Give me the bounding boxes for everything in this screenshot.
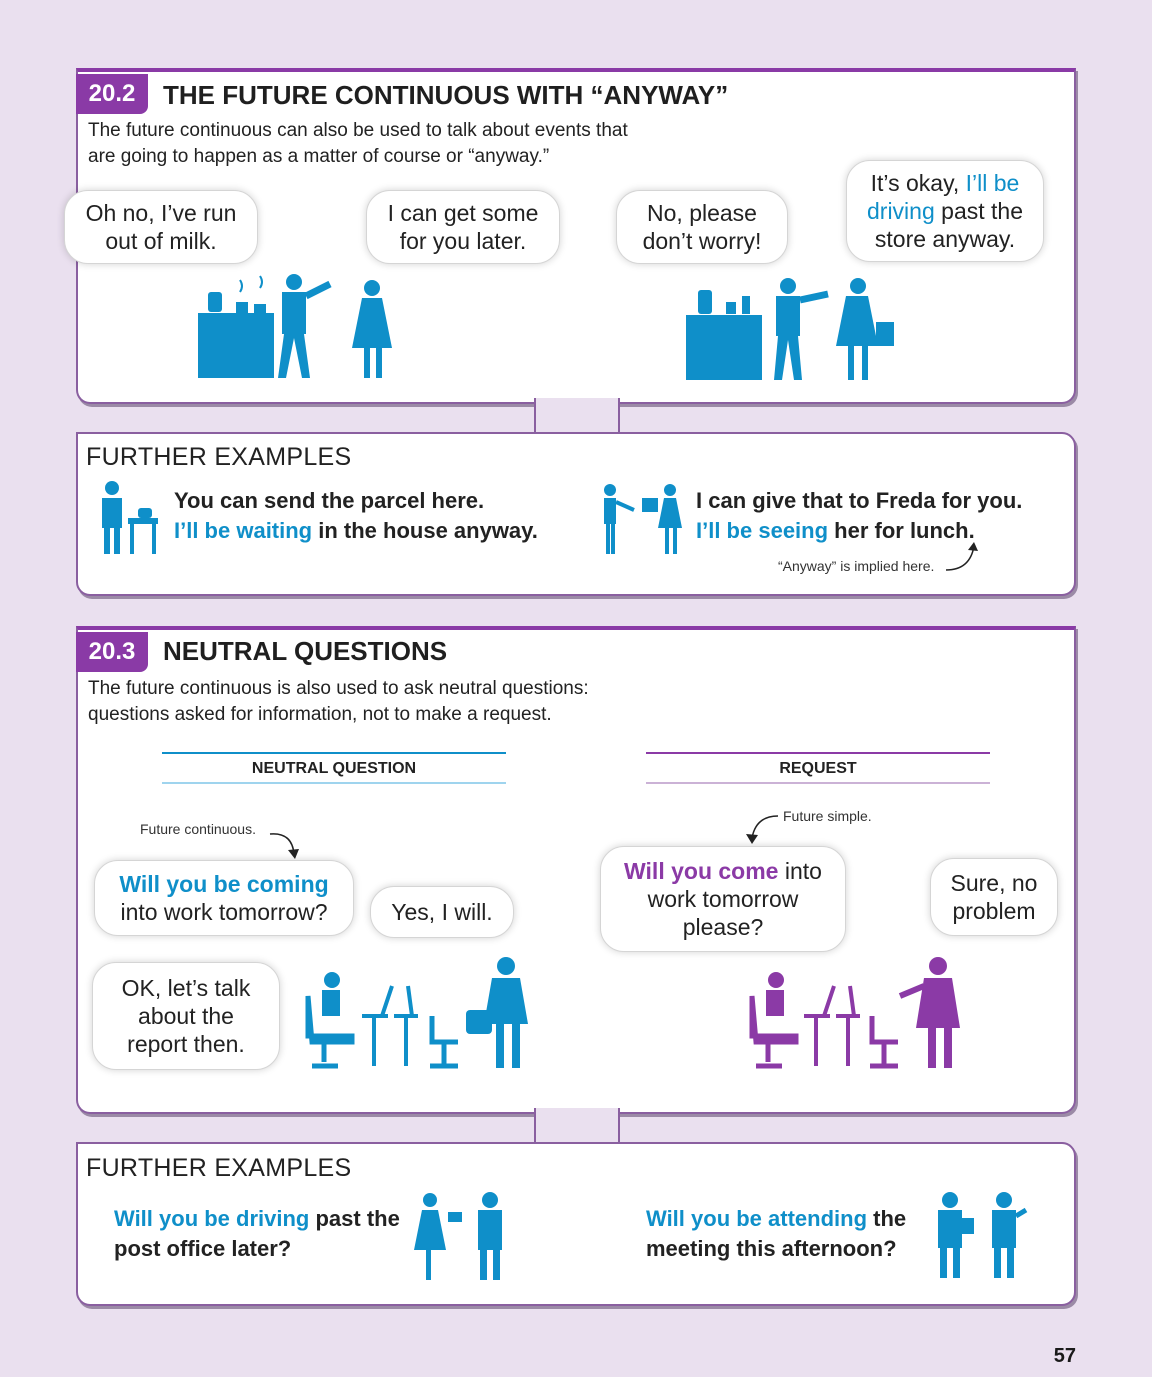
- neutral-question-heading: NEUTRAL QUESTION: [251, 760, 417, 777]
- example-send-parcel: You can send the parcel here. I’ll be waiting in the house anyway.: [174, 488, 538, 543]
- kitchen-scene-illustration-left: [196, 268, 396, 383]
- page-number: 57: [1053, 1345, 1076, 1367]
- neutral-column-rule-bottom: [162, 782, 506, 784]
- note-future-simple: Future simple.: [783, 808, 872, 824]
- curved-arrow-icon: [944, 540, 980, 574]
- curved-arrow-icon: [268, 828, 302, 862]
- speech-bubble-yes-i-will: Yes, I will.: [370, 886, 514, 938]
- speech-bubble-driving-anyway: It’s okay, I’ll be driving past the store anyway.: [846, 160, 1044, 262]
- speech-bubble-out-of-milk: Oh no, I’ve run out of milk.: [64, 190, 258, 264]
- section-title: THE FUTURE CONTINUOUS WITH “ANYWAY”: [163, 80, 729, 110]
- request-heading: REQUEST: [779, 760, 857, 777]
- note-future-continuous: Future continuous.: [140, 821, 256, 837]
- panel-connector: [534, 1108, 620, 1142]
- office-scene-illustration-request: [746, 956, 968, 1074]
- speech-bubble-sure-no-problem: Sure, no problem: [930, 858, 1058, 936]
- speech-bubble-get-some: I can get some for you later.: [366, 190, 560, 264]
- section-title: NEUTRAL QUESTIONS: [163, 636, 448, 666]
- neutral-column-rule-top: [162, 752, 506, 754]
- people-handing-item-icon: [602, 484, 686, 556]
- request-column-rule-top: [646, 752, 990, 754]
- section-number: 20.2: [76, 74, 148, 114]
- curved-arrow-icon: [744, 812, 780, 848]
- speech-bubble-talk-about-report: OK, let’s talk about the report then.: [92, 962, 280, 1070]
- example-give-to-freda: I can give that to Freda for you. I’ll be seeing her for lunch.: [696, 488, 1023, 543]
- further-examples-title: FURTHER EXAMPLES: [86, 1154, 352, 1182]
- section-intro: The future continuous is also used to ask neutral questions: questions asked for information, not to make a request.: [88, 678, 589, 725]
- example-driving-past-post-office: Will you be driving past the post office later?: [114, 1206, 400, 1261]
- speech-bubble-dont-worry: No, please don’t worry!: [616, 190, 788, 264]
- note-anyway-implied: “Anyway” is implied here.: [778, 558, 935, 574]
- panel-connector: [534, 398, 620, 432]
- speech-bubble-will-you-come: Will you come into work tomorrow please?: [600, 846, 846, 952]
- further-examples-title: FURTHER EXAMPLES: [86, 443, 352, 471]
- people-with-letter-icon: [418, 1192, 510, 1284]
- example-attending-meeting: Will you be attending the meeting this afternoon?: [646, 1206, 907, 1261]
- office-scene-illustration-neutral: [302, 956, 538, 1072]
- kitchen-scene-illustration-right: [686, 270, 896, 382]
- section-number: 20.3: [76, 632, 148, 672]
- businesspeople-icon: [930, 1192, 1030, 1282]
- request-column-rule-bottom: [646, 782, 990, 784]
- section-intro: The future continuous can also be used to talk about events that are going to happen as a matter of course or “anyway.”: [88, 120, 628, 167]
- speech-bubble-will-you-be-coming: Will you be coming into work tomorrow?: [94, 860, 354, 936]
- person-on-phone-icon: [98, 480, 162, 556]
